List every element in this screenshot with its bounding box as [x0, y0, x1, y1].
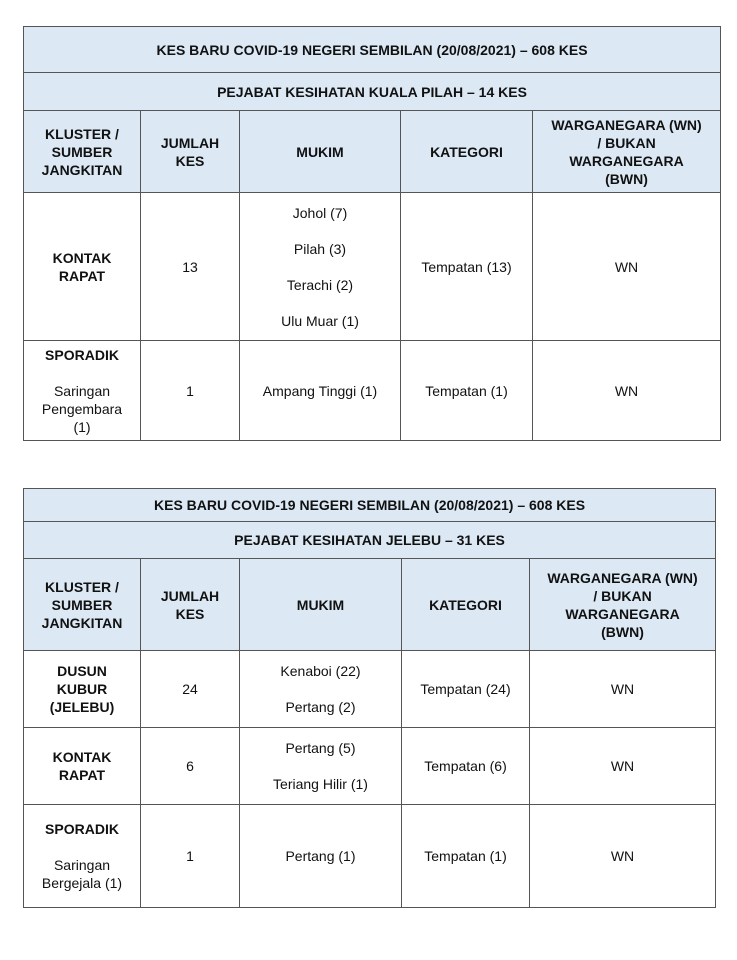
table-title-row: [24, 489, 716, 522]
header-jumlah: JUMLAH KES: [141, 111, 240, 193]
office-title: PEJABAT KESIHATAN KUALA PILAH – 14 KES: [24, 73, 721, 111]
kluster-cell: SPORADIK Saringan Pengembara (1): [24, 341, 141, 441]
header-jumlah: JUMLAH KES: [141, 559, 240, 651]
header-mukim: MUKIM: [240, 559, 402, 651]
header-kluster: KLUSTER / SUMBER JANGKITAN: [24, 111, 141, 193]
table-title-row: [24, 27, 721, 73]
kategori-cell: Tempatan (1): [402, 805, 530, 908]
kluster-cell: KONTAK RAPAT: [24, 728, 141, 805]
header-warga: WARGANEGARA (WN) / BUKAN WARGANEGARA (BWN): [530, 559, 716, 651]
office-row: [24, 522, 716, 559]
mukim-cell: Ampang Tinggi (1): [240, 341, 401, 441]
warga-cell: WN: [533, 193, 721, 341]
kategori-cell: Tempatan (13): [401, 193, 533, 341]
kategori-cell: Tempatan (1): [401, 341, 533, 441]
kluster-cell: KONTAK RAPAT: [24, 193, 141, 341]
header-row: [24, 559, 716, 651]
office-row: [24, 73, 721, 111]
kategori-cell: Tempatan (6): [402, 728, 530, 805]
table-row: [24, 805, 716, 908]
warga-cell: WN: [530, 651, 716, 728]
jumlah-cell: 1: [141, 341, 240, 441]
mukim-cell: Johol (7) Pilah (3) Terachi (2) Ulu Muar (1): [240, 193, 401, 341]
warga-cell: WN: [533, 341, 721, 441]
jelebu-table: [23, 488, 716, 908]
kluster-cell: DUSUN KUBUR (JELEBU): [24, 651, 141, 728]
mukim-cell: Kenaboi (22) Pertang (2): [240, 651, 402, 728]
header-row: [24, 111, 721, 193]
warga-cell: WN: [530, 805, 716, 908]
header-kategori: KATEGORI: [402, 559, 530, 651]
table-title: KES BARU COVID-19 NEGERI SEMBILAN (20/08/2021) – 608 KES: [24, 489, 716, 522]
jumlah-cell: 1: [141, 805, 240, 908]
table-row: [24, 651, 716, 728]
header-mukim: MUKIM: [240, 111, 401, 193]
table-row: [24, 193, 721, 341]
office-title: PEJABAT KESIHATAN JELEBU – 31 KES: [24, 522, 716, 559]
table-row: [24, 728, 716, 805]
header-kluster: KLUSTER / SUMBER JANGKITAN: [24, 559, 141, 651]
jumlah-cell: 13: [141, 193, 240, 341]
header-warga: WARGANEGARA (WN) / BUKAN WARGANEGARA (BWN): [533, 111, 721, 193]
mukim-cell: Pertang (1): [240, 805, 402, 908]
jumlah-cell: 6: [141, 728, 240, 805]
kategori-cell: Tempatan (24): [402, 651, 530, 728]
jumlah-cell: 24: [141, 651, 240, 728]
kluster-cell: SPORADIK Saringan Bergejala (1): [24, 805, 141, 908]
table-title: KES BARU COVID-19 NEGERI SEMBILAN (20/08/2021) – 608 KES: [24, 27, 721, 73]
mukim-cell: Pertang (5) Teriang Hilir (1): [240, 728, 402, 805]
warga-cell: WN: [530, 728, 716, 805]
table-row: [24, 341, 721, 441]
kuala-pilah-table: [23, 26, 721, 441]
header-kategori: KATEGORI: [401, 111, 533, 193]
